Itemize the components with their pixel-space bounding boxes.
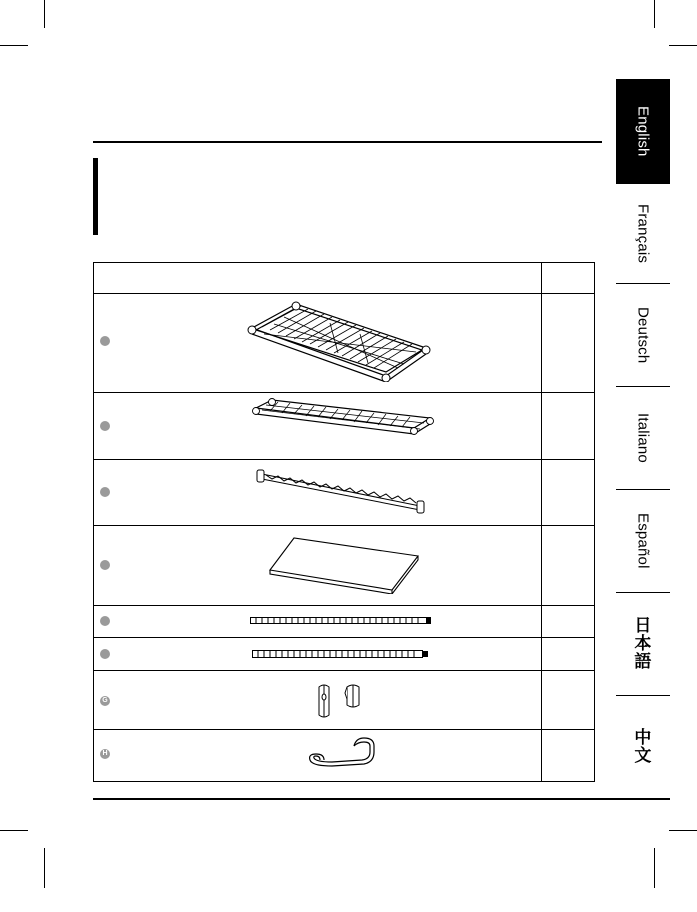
part-label-b bbox=[100, 421, 110, 431]
narrow-wire-shelf-illustration bbox=[248, 396, 434, 436]
part-label-c bbox=[100, 487, 110, 497]
cjk-glyph: 文 bbox=[634, 746, 652, 765]
cjk-glyph: 日 bbox=[634, 616, 652, 635]
table-row-divider bbox=[93, 670, 595, 671]
crop-mark bbox=[0, 830, 28, 831]
quantity-column-divider bbox=[541, 262, 542, 782]
table-row-divider bbox=[93, 729, 595, 730]
part-label-g bbox=[100, 696, 110, 706]
crop-mark bbox=[0, 45, 28, 46]
part-label-a bbox=[100, 336, 110, 346]
table-row-divider bbox=[93, 637, 595, 638]
tab-espanol-label: Español bbox=[634, 513, 652, 569]
tab-deutsch[interactable] bbox=[616, 284, 670, 386]
shelf-liner-illustration bbox=[262, 532, 422, 594]
cjk-glyph: 語 bbox=[634, 652, 652, 671]
tab-italiano-label: Italiano bbox=[634, 413, 652, 463]
crop-mark bbox=[44, 0, 45, 28]
tab-japanese-label bbox=[634, 617, 651, 671]
part-label-g-text: G bbox=[102, 697, 108, 704]
tab-deutsch-label: Deutsch bbox=[634, 306, 652, 364]
support-bar-illustration bbox=[254, 466, 428, 514]
table-row-divider bbox=[93, 392, 595, 393]
part-label-f bbox=[100, 649, 110, 659]
tab-english-label: English bbox=[634, 106, 652, 157]
crop-mark bbox=[669, 45, 697, 46]
cjk-glyph: 中 bbox=[634, 728, 652, 747]
part-label-d bbox=[100, 560, 110, 570]
wire-shelf-illustration bbox=[240, 298, 440, 382]
footer-rule bbox=[93, 798, 670, 800]
table-row-divider bbox=[93, 605, 595, 606]
header-rule bbox=[93, 141, 602, 143]
tab-francais[interactable] bbox=[616, 185, 670, 283]
table-row-divider bbox=[93, 525, 595, 526]
tab-francais-label: Français bbox=[634, 204, 652, 264]
part-label-h-text: H bbox=[102, 750, 108, 757]
tab-chinese[interactable] bbox=[616, 696, 670, 798]
sleeve-clip-illustration bbox=[311, 681, 365, 721]
table-row-divider bbox=[93, 459, 595, 460]
cjk-glyph: 本 bbox=[634, 634, 652, 653]
pole-with-foot-illustration bbox=[252, 650, 430, 659]
crop-mark bbox=[654, 0, 655, 28]
tab-italiano[interactable] bbox=[616, 387, 670, 489]
tab-chinese-label bbox=[634, 729, 651, 765]
crop-mark bbox=[669, 830, 697, 831]
pole-illustration bbox=[250, 617, 432, 625]
part-label-e bbox=[100, 616, 110, 626]
section-heading-bar bbox=[93, 158, 98, 235]
crop-mark bbox=[654, 848, 655, 888]
tab-english[interactable] bbox=[616, 79, 670, 184]
table-row-divider bbox=[93, 293, 595, 294]
crop-mark bbox=[44, 848, 45, 888]
tab-espanol[interactable] bbox=[616, 490, 670, 592]
tab-japanese[interactable] bbox=[616, 593, 670, 695]
part-label-h bbox=[100, 749, 110, 759]
s-hook-illustration bbox=[302, 734, 382, 774]
